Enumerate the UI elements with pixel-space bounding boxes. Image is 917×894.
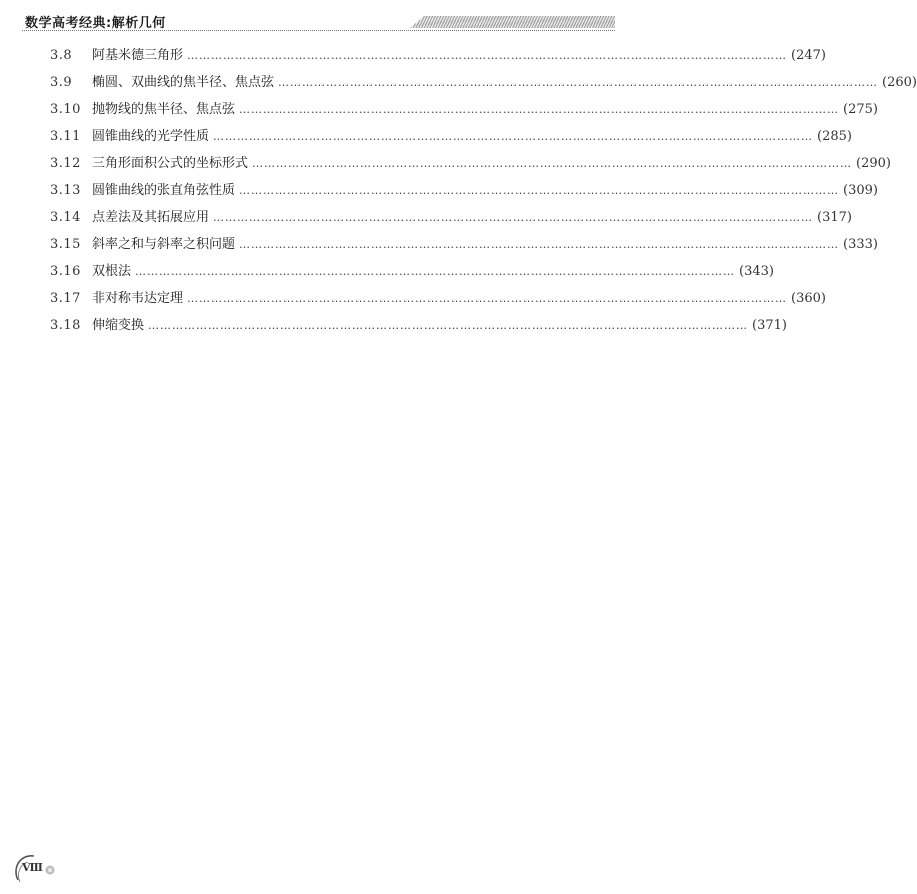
toc-entry[interactable] — [50, 73, 917, 93]
toc-entry-title: 双根法 — [92, 264, 132, 279]
toc-entry-title: 圆锥曲线的光学性质 — [92, 129, 210, 144]
leader-dots: …………………………………………………………………………………………………………………………………… — [187, 292, 788, 305]
toc-entry[interactable] — [50, 289, 826, 309]
toc-entry[interactable] — [50, 100, 878, 120]
toc-entry-page: (309) — [843, 183, 878, 198]
toc-entry-title: 点差法及其拓展应用 — [92, 210, 210, 225]
toc-entry-title: 阿基米德三角形 — [92, 48, 184, 63]
toc-entry[interactable] — [50, 316, 787, 336]
toc-entry-number: 3.9 — [50, 75, 73, 90]
leader-dots: …………………………………………………………………………………………………………………………………… — [213, 211, 814, 224]
page-header — [0, 0, 640, 34]
toc-entry[interactable] — [50, 208, 852, 228]
toc-entry-number: 3.18 — [50, 318, 81, 333]
page-number: Ⅷ — [22, 861, 43, 874]
leader-dots: …………………………………………………………………………………………………………………………………… — [213, 130, 814, 143]
page-number-emblem — [12, 850, 66, 886]
toc-entry-page: (247) — [791, 48, 826, 63]
leader-dots: …………………………………………………………………………………………………………………………………… — [278, 76, 879, 89]
toc-entry-number: 3.13 — [50, 183, 81, 198]
leader-dots: …………………………………………………………………………………………………………………………………… — [239, 103, 840, 116]
toc-entry-number: 3.10 — [50, 102, 81, 117]
toc-entry-page: (333) — [843, 237, 878, 252]
toc-entry-page: (290) — [856, 156, 891, 171]
toc-entry-number: 3.8 — [50, 48, 73, 63]
toc-entry-title: 非对称韦达定理 — [92, 291, 184, 306]
toc-entry[interactable] — [50, 181, 878, 201]
toc-entry-title: 三角形面积公式的坐标形式 — [92, 156, 249, 171]
leader-dots: …………………………………………………………………………………………………………………………………… — [239, 184, 840, 197]
toc-entry-page: (317) — [817, 210, 852, 225]
toc-entry-number: 3.15 — [50, 237, 81, 252]
toc-entry-number: 3.12 — [50, 156, 81, 171]
toc-entry-page: (371) — [752, 318, 787, 333]
toc-entry-title: 圆锥曲线的张直角弦性质 — [92, 183, 236, 198]
header-hatched-band — [410, 16, 615, 28]
running-head-title: 数学高考经典:解析几何 — [25, 16, 166, 31]
toc-entry[interactable] — [50, 46, 826, 66]
toc-entry-page: (275) — [843, 102, 878, 117]
toc-entry[interactable] — [50, 127, 852, 147]
toc-entry[interactable] — [50, 154, 891, 174]
toc-entry-number: 3.11 — [50, 129, 81, 144]
toc-entry-title: 伸缩变换 — [92, 318, 145, 333]
toc-entry-number: 3.16 — [50, 264, 81, 279]
toc-entry-title: 斜率之和与斜率之积问题 — [92, 237, 236, 252]
toc-entry-title: 椭圆、双曲线的焦半径、焦点弦 — [92, 75, 275, 90]
header-divider — [22, 30, 615, 31]
leader-dots: …………………………………………………………………………………………………………………………………… — [135, 265, 736, 278]
toc-entry-page: (343) — [739, 264, 774, 279]
leader-dots: …………………………………………………………………………………………………………………………………… — [252, 157, 853, 170]
toc-entry-title: 抛物线的焦半径、焦点弦 — [92, 102, 236, 117]
toc-entry-number: 3.17 — [50, 291, 81, 306]
toc-entry-page: (285) — [817, 129, 852, 144]
leader-dots: …………………………………………………………………………………………………………………………………… — [148, 319, 749, 332]
leader-dots: …………………………………………………………………………………………………………………………………… — [187, 49, 788, 62]
toc-entry-page: (260) — [882, 75, 917, 90]
toc-entry-number: 3.14 — [50, 210, 81, 225]
toc-entry[interactable] — [50, 235, 878, 255]
toc-entry[interactable] — [50, 262, 774, 282]
toc-entry-page: (360) — [791, 291, 826, 306]
leader-dots: …………………………………………………………………………………………………………………………………… — [239, 238, 840, 251]
